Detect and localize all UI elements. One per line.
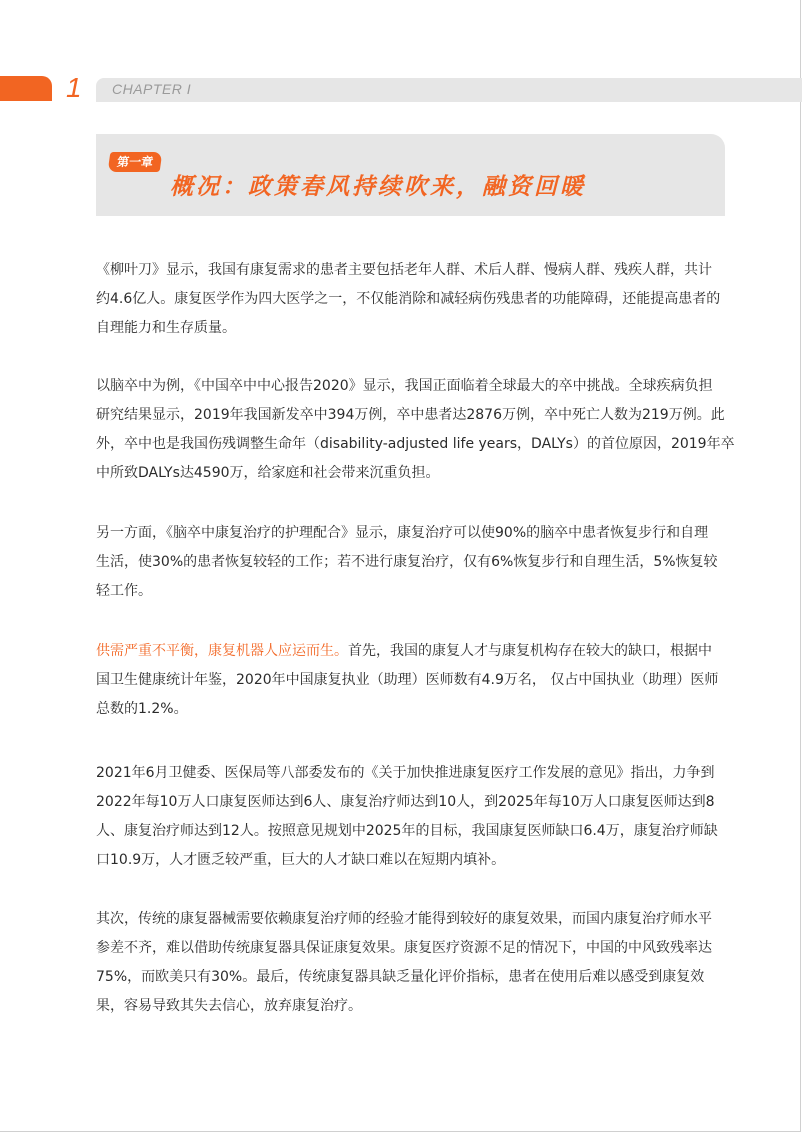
paragraph-1 <box>96 256 736 343</box>
paragraph-line: 国卫生健康统计年鉴，2020年中国康复执业（助理）医师数有4.9万名， 仅占中国执业（助理）医师 <box>96 672 719 688</box>
chapter-number: 1 <box>66 72 82 103</box>
highlight-text: 供需严重不平衡，康复机器人应运而生。 <box>96 643 348 659</box>
paragraph-line: 中所致DALYs达4590万，给家庭和社会带来沉重负担。 <box>96 465 440 481</box>
paragraph-line: 以脑卒中为例，《中国卒中中心报告2020》显示，我国正面临着全球最大的卒中挑战。全球疾病负担 <box>96 378 713 394</box>
paragraph-line: 2022年每10万人口康复医师达到6人、康复治疗师达到10人，到2025年每10万人口康复医师达到8 <box>96 794 715 810</box>
paragraph-line: 首先，我国的康复人才与康复机构存在较大的缺口，根据中 <box>348 643 712 659</box>
paragraph-line: 轻工作。 <box>96 583 152 599</box>
paragraph-line: 生活，使30%的患者恢复较轻的工作；若不进行康复治疗，仅有6%恢复步行和自理生活，5%恢复较 <box>96 554 718 570</box>
paragraph-4 <box>96 637 736 724</box>
paragraph-5 <box>96 759 736 875</box>
paragraph-line: 2021年6月卫健委、医保局等八部委发布的《关于加快推进康复医疗工作发展的意见》指出，力争到 <box>96 765 715 781</box>
paragraph-line: 研究结果显示，2019年我国新发卒中394万例，卒中患者达2876万例，卒中死亡人数为219万例。此 <box>96 407 725 423</box>
paragraph-line: 75%，而欧美只有30%。最后，传统康复器具缺乏量化评价指标，患者在使用后难以感受到康复效 <box>96 969 705 985</box>
paragraph-6 <box>96 905 736 1021</box>
chapter-accent-bar <box>0 76 52 101</box>
chapter-tag: 第一章 <box>108 152 163 172</box>
chapter-title: 概况：政策春风持续吹来，融资回暖 <box>170 174 586 200</box>
paragraph-2 <box>96 372 736 488</box>
paragraph-line: 约4.6亿人。康复医学作为四大医学之一，不仅能消除和减轻病伤残患者的功能障碍，还能提高患者的 <box>96 291 721 307</box>
paragraph-line: 外，卒中也是我国伤残调整生命年（disability-adjusted life years，DALYs）的首位原因，2019年卒 <box>96 436 735 452</box>
paragraph-line: 《柳叶刀》显示，我国有康复需求的患者主要包括老年人群、术后人群、慢病人群、残疾人群，共计 <box>96 262 712 278</box>
chapter-label: CHAPTER I <box>112 81 192 97</box>
paragraph-line: 另一方面，《脑卒中康复治疗的护理配合》显示，康复治疗可以使90%的脑卒中患者恢复步行和自理 <box>96 525 709 541</box>
paragraph-line: 其次，传统的康复器械需要依赖康复治疗师的经验才能得到较好的康复效果，而国内康复治疗师水平 <box>96 911 712 927</box>
paragraph-3 <box>96 519 736 606</box>
paragraph-line: 总数的1.2%。 <box>96 701 188 717</box>
chapter-header-bar <box>96 78 802 102</box>
paragraph-line: 果，容易导致其失去信心，放弃康复治疗。 <box>96 998 362 1014</box>
paragraph-line: 人、康复治疗师达到12人。按照意见规划中2025年的目标，我国康复医师缺口6.4万，康复治疗师缺 <box>96 823 718 839</box>
paragraph-line: 自理能力和生存质量。 <box>96 320 236 336</box>
paragraph-line: 参差不齐，难以借助传统康复器具保证康复效果。康复医疗资源不足的情况下，中国的中风致残率达 <box>96 940 712 956</box>
paragraph-line: 口10.9万，人才匮乏较严重，巨大的人才缺口难以在短期内填补。 <box>96 852 506 868</box>
